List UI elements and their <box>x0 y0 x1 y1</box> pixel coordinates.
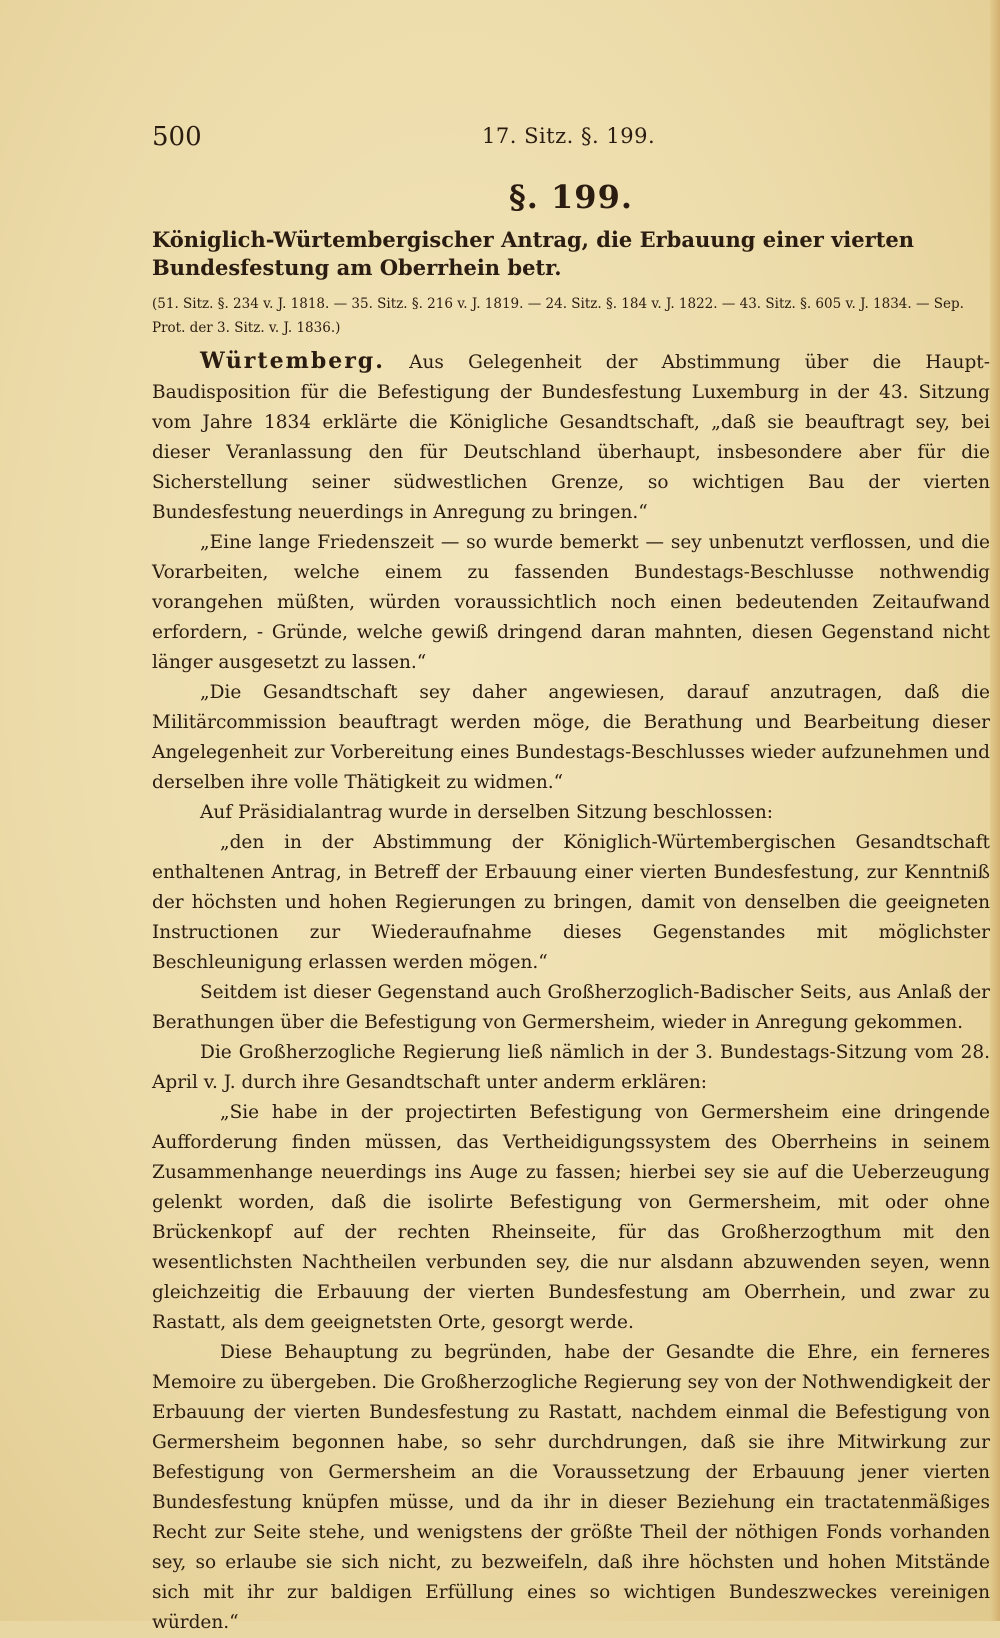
page-edge-shadow <box>990 0 1000 1621</box>
paragraph-4: Auf Präsidialantrag wurde in derselben Sitzung beschlossen: <box>200 802 773 823</box>
paragraph-8: „Sie habe in der projectirten Befestigung von Germersheim eine dringende Aufforderung finden müssen, das Vertheidigungssystem des Oberrheins in seinem Zusammenhange neuerdings ins Auge zu fassen; hierbei sey sie auf die Ueberzeugung gelenkt worden, daß die isolirte Befestigung von Germersheim, mit oder ohne Brückenkopf auf der rechten Rheinseite, für das Großherzogthum mit den wesentlichsten Nachtheilen verbunden sey, die nur alsdann abzuwenden seyen, wenn gleichzeitig die Erbauung der vierten Bundesfestung am Oberrhein, und zwar zu Rastatt, als dem geeignetsten Orte, gesorgt werde. <box>152 1102 990 1333</box>
paragraph-9: Diese Behauptung zu begründen, habe der Gesandte die Ehre, ein ferneres Memoire zu übergeben. Die Großherzogliche Regierung sey von der Nothwendigkeit der Erbauung der vierten Bundesfestung zu Rastatt, nachdem einmal die Befestigung von Germersheim begonnen habe, so sehr durchdrungen, daß sie ihre Mitwirkung zur Befestigung von Germersheim an die Voraussetzung der Erbauung jener vierten Bundesfestung knüpfen müsse, und da ihr in dieser Beziehung ein tractatenmäßiges Recht zur Seite stehe, und wenigstens der größte Theil der nöthigen Fonds vorhanden sey, so erlaube sie sich nicht, zu bezweifeln, daß ihre höchsten und hohen Mitstände sich mit ihr zur baldigen Erfüllung eines so wichtigen Bundeszweckes vereinigen würden.“ <box>152 1342 990 1633</box>
paragraph-7: Die Großherzogliche Regierung ließ nämlich in der 3. Bundestags-Sitzung vom 28. April v. J. durch ihre Gesandtschaft unter anderm erklären: <box>152 1042 990 1093</box>
page-number: 500 <box>152 122 202 152</box>
state-name: Würtemberg. <box>200 348 385 374</box>
section-title: Königlich-Würtembergischer Antrag, die Erbauung einer vierten Bundesfestung am Oberrhein betr. <box>152 227 915 280</box>
running-title: 17. Sitz. §. 199. <box>482 124 656 148</box>
section-references: (51. Sitz. §. 234 v. J. 1818. — 35. Sitz. §. 216 v. J. 1819. — 24. Sitz. §. 184 v. J. 1822. — 43. Sitz. §. 605 v. J. 1834. — Sep. Prot. der 3. Sitz. v. J. 1836.) <box>152 296 964 336</box>
paragraph-3: „Die Gesandtschaft sey daher angewiesen, darauf anzutragen, daß die Militärcommission beauftragt werden möge, die Berathung und Bearbeitung dieser Angelegenheit zur Vorbereitung eines Bundestags-Beschlusses wieder aufzunehmen und derselben ihre volle Thätigkeit zu widmen.“ <box>152 682 990 793</box>
paragraph-1 <box>152 346 990 528</box>
paragraph-5: „den in der Abstimmung der Königlich-Würtembergischen Gesandtschaft enthaltenen Antrag, in Betreff der Erbauung einer vierten Bundesfestung, zur Kenntniß der höchsten und hohen Regierungen zu bringen, damit von denselben die geeigneten Instructionen zur Wiederaufnahme dieses Gegenstandes mit möglichster Beschleunigung erlassen werden mögen.“ <box>152 832 990 973</box>
section-number: §. 199. <box>509 178 633 216</box>
running-head <box>152 118 990 162</box>
paragraph-1-text: Aus Gelegenheit der Abstimmung über die Haupt-Baudisposition für die Befestigung der Bundesfestung Luxemburg in der 43. Sitzung vom Jahre 1834 erklärte die Königliche Gesandtschaft, „daß sie beauftragt sey, bei dieser Veranlassung den für Deutschland überhaupt, insbesondere aber für die Sicherstellung seiner südwestlichen Grenze, so wichtigen Bau der vierten Bundesfestung neuerdings in Anregung zu bringen.“ <box>152 352 990 523</box>
paragraph-6: Seitdem ist dieser Gegenstand auch Großherzoglich-Badischer Seits, aus Anlaß der Berathungen über die Befestigung von Germersheim, wieder in Anregung gekommen. <box>152 982 990 1033</box>
paragraph-2: „Eine lange Friedenszeit — so wurde bemerkt — sey unbenutzt verflossen, und die Vorarbeiten, welche einem zu fassenden Bundestags-Beschlusse nothwendig vorangehen müßten, würden voraussichtlich noch einen bedeutenden Zeitaufwand erfordern, - Gründe, welche gewiß dringend daran mahnten, diesen Gegenstand nicht länger ausgesetzt zu lassen.“ <box>152 532 990 673</box>
page-content <box>152 118 990 1638</box>
